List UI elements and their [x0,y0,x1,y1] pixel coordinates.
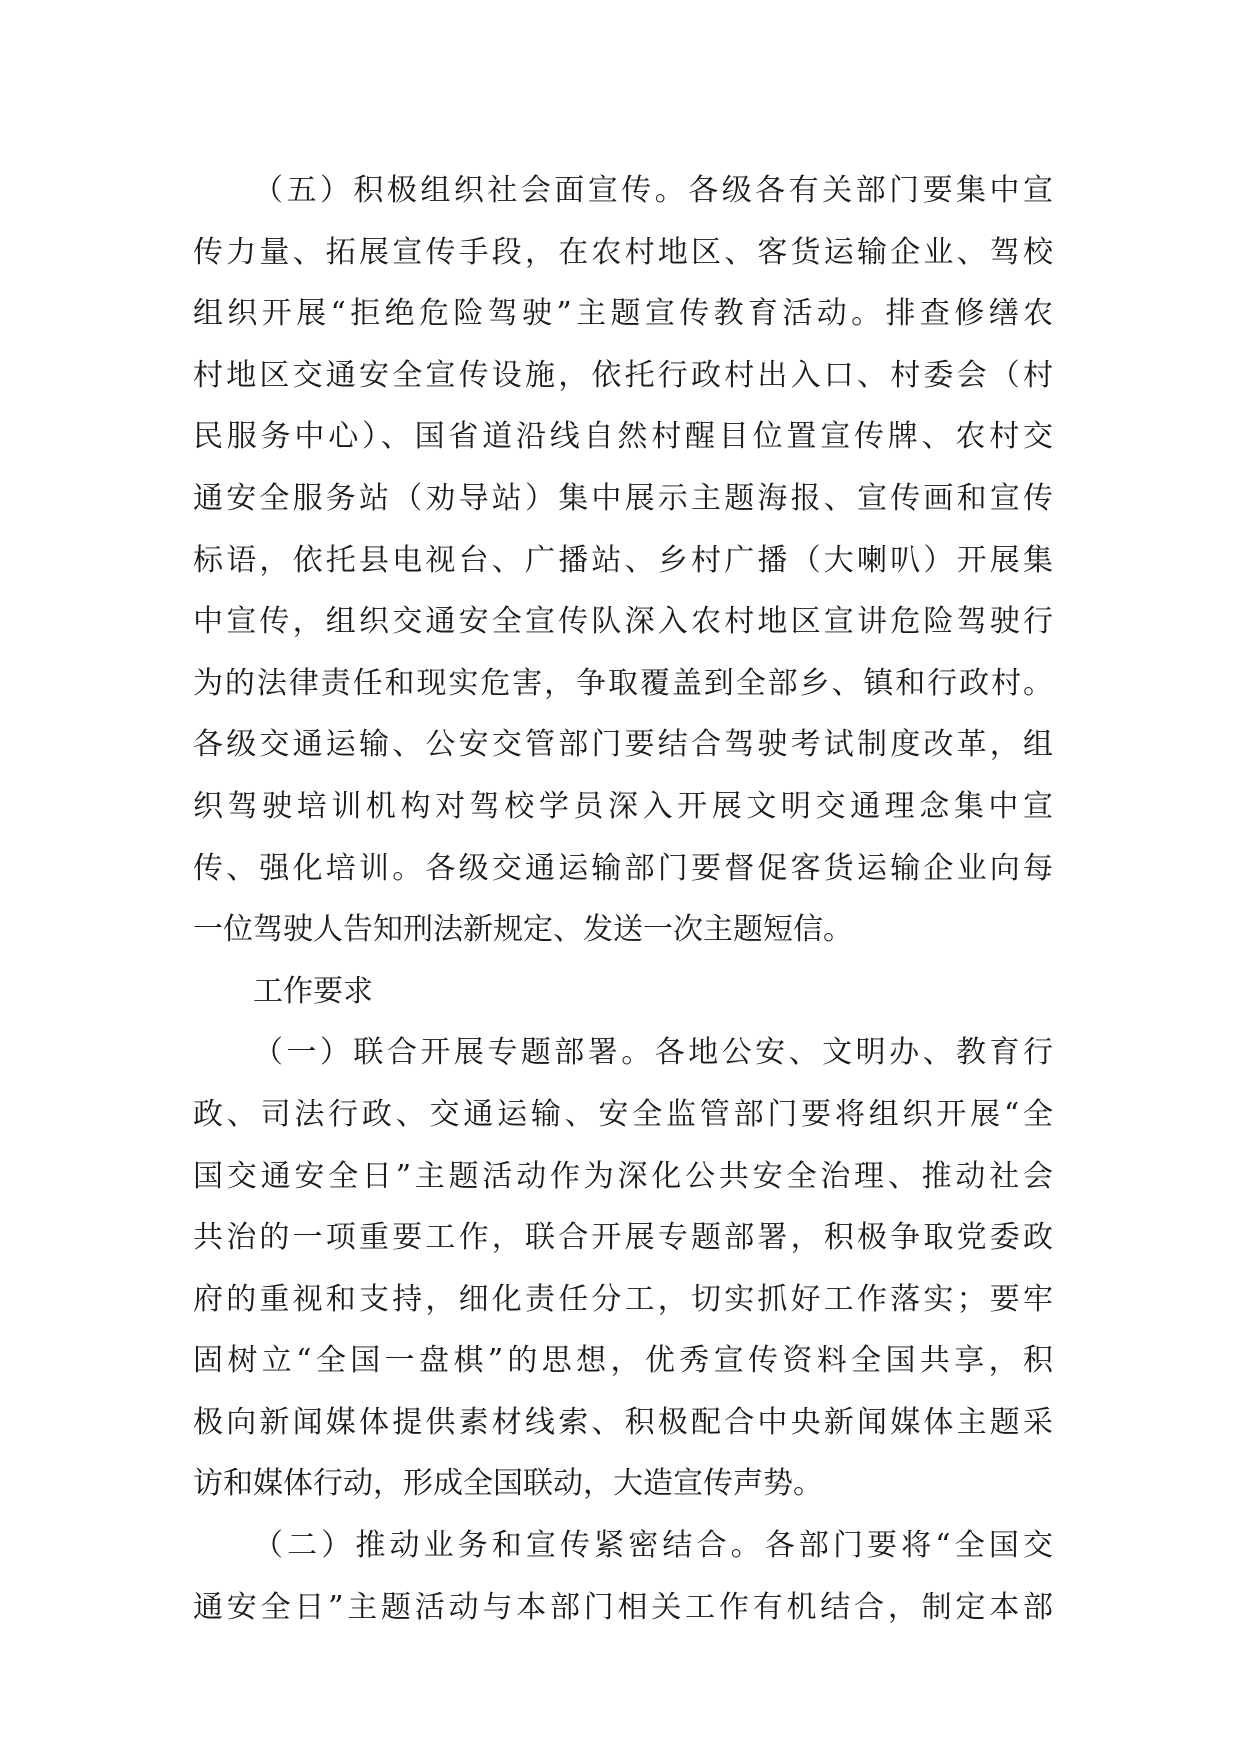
paragraph-5-line-9: 为的法律责任和现实危害，争取覆盖到全部乡、镇和行政村。 [193,665,1053,701]
paragraph-1-line-8: 访和媒体行动，形成全国联动，大造宣传声势。 [193,1466,823,1502]
paragraph-5-line-5: 民服务中心）、国省道沿线自然村醒目位置宣传牌、农村交 [193,419,1053,455]
paragraph-2-line-2: 通安全日”主题活动与本部门相关工作有机结合，制定本部 [193,1589,1053,1625]
section-heading: 工作要求 [253,973,373,1009]
paragraph-1-line-6: 固树立“全国一盘棋”的思想，优秀宣传资料全国共享，积 [193,1343,1053,1379]
paragraph-5-line-2: 传力量、拓展宣传手段，在农村地区、客货运输企业、驾校 [193,234,1053,270]
paragraph-5-line-12: 传、强化培训。各级交通运输部门要督促客货运输企业向每 [193,850,1053,886]
paragraph-5-line-10: 各级交通运输、公安交管部门要结合驾驶考试制度改革，组 [193,727,1053,763]
paragraph-1-line-1: （一）联合开展专题部署。各地公安、文明办、教育行 [253,1035,1053,1071]
paragraph-5-line-3: 组织开展“拒绝危险驾驶”主题宣传教育活动。排查修缮农 [193,296,1053,332]
paragraph-1-line-5: 府的重视和支持，细化责任分工，切实抓好工作落实；要牢 [193,1281,1053,1317]
paragraph-5-line-7: 标语，依托县电视台、广播站、乡村广播（大喇叭）开展集 [193,542,1053,578]
paragraph-5-line-11: 织驾驶培训机构对驾校学员深入开展文明交通理念集中宣 [193,788,1053,824]
paragraph-5-line-13: 一位驾驶人告知刑法新规定、发送一次主题短信。 [193,912,853,948]
paragraph-1-line-2: 政、司法行政、交通运输、安全监管部门要将组织开展“全 [193,1096,1053,1132]
paragraph-5-line-6: 通安全服务站（劝导站）集中展示主题海报、宣传画和宣传 [193,480,1053,516]
paragraph-2-line-1: （二）推动业务和宣传紧密结合。各部门要将“全国交 [253,1528,1053,1564]
paragraph-5-line-4: 村地区交通安全宣传设施，依托行政村出入口、村委会（村 [193,357,1053,393]
document-page [193,160,1053,1638]
paragraph-1-line-4: 共治的一项重要工作，联合开展专题部署，积极争取党委政 [193,1220,1053,1256]
paragraph-5-line-1: （五）积极组织社会面宣传。各级各有关部门要集中宣 [253,173,1053,208]
paragraph-5-line-8: 中宣传，组织交通安全宣传队深入农村地区宣讲危险驾驶行 [193,604,1053,640]
paragraph-1-line-7: 极向新闻媒体提供素材线索、积极配合中央新闻媒体主题采 [193,1404,1053,1440]
paragraph-1-line-3: 国交通安全日”主题活动作为深化公共安全治理、推动社会 [193,1158,1053,1194]
